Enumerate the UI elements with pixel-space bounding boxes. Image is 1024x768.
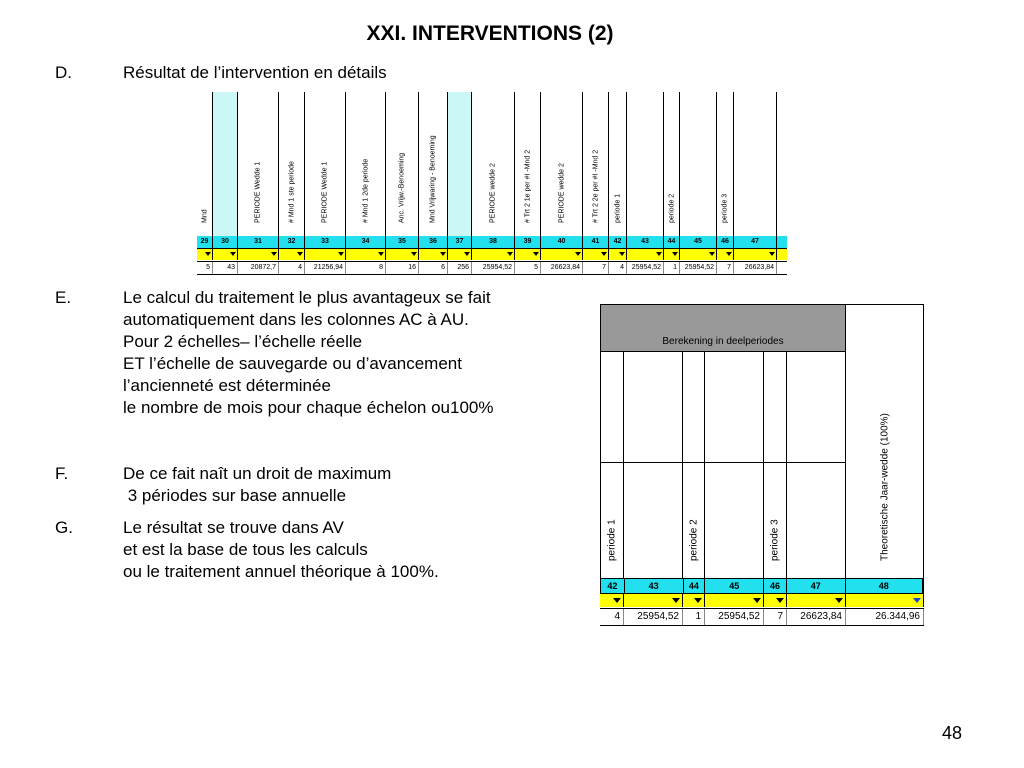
filter-dropdown-icon[interactable]: [419, 249, 448, 260]
sheet2-filter-row: [600, 594, 924, 607]
filter-dropdown-icon[interactable]: [609, 249, 627, 260]
sheet1-colnum: 30: [213, 236, 238, 248]
sheet1-header-29: Mnd: [197, 92, 213, 236]
spreadsheet-excerpt-2: [600, 304, 924, 628]
sheet2-colnum: 44: [684, 579, 706, 593]
sheet1-cell[interactable]: 26623,84: [734, 262, 777, 274]
sheet1-cell[interactable]: 16: [386, 262, 419, 274]
sheet1-colnum: 43: [627, 236, 664, 248]
sheet2-cell[interactable]: 1: [683, 609, 705, 625]
bullet-d-text: Résultat de l’intervention en détails: [123, 63, 387, 82]
sheet2-header-44: periode 2: [683, 352, 705, 578]
sheet2-cell[interactable]: 25954,52: [624, 609, 683, 625]
sheet1-colnum: 41: [583, 236, 609, 248]
sheet1-header-32: # Mnd 1 ste periode: [279, 92, 305, 236]
filter-dropdown-icon[interactable]: [627, 249, 664, 260]
sheet2-colnum: 46: [764, 579, 787, 593]
sheet1-header-45: [680, 92, 717, 236]
sheet1-cell[interactable]: 7: [717, 262, 734, 274]
sheet1-header-34: # Mnd 1 2de periode: [346, 92, 386, 236]
sheet2-cell[interactable]: 25954,52: [705, 609, 764, 625]
filter-dropdown-icon[interactable]: [472, 249, 515, 260]
sheet1-cell[interactable]: 1: [664, 262, 680, 274]
sheet1-colnum: 33: [305, 236, 346, 248]
filter-dropdown-icon[interactable]: [305, 249, 346, 260]
sheet2-colnum: 42: [601, 579, 625, 593]
filter-dropdown-icon[interactable]: [717, 249, 734, 260]
filter-dropdown-icon[interactable]: [705, 594, 764, 607]
sheet2-header-45: [705, 352, 764, 578]
filter-dropdown-icon[interactable]: [764, 594, 787, 607]
spreadsheet-excerpt-1: [197, 92, 787, 274]
sheet2-header-48: Theoretische Jaar-wedde (100%): [846, 352, 924, 578]
sheet2-column-number-row: [600, 578, 924, 594]
sheet1-header-46: periode 3: [717, 92, 734, 236]
sheet2-header-43: [624, 352, 683, 578]
sheet2-colnum: 48: [846, 579, 924, 593]
filter-dropdown-icon[interactable]: [846, 594, 924, 607]
filter-dropdown-icon[interactable]: [515, 249, 541, 260]
filter-dropdown-icon[interactable]: [683, 594, 705, 607]
bullet-d-letter: D.: [55, 63, 72, 82]
sheet1-cell[interactable]: 26623,84: [541, 262, 583, 274]
sheet1-header-37: [448, 92, 472, 236]
sheet1-cell[interactable]: 43: [213, 262, 238, 274]
sheet1-header-39: # Trt 2 1e per #I -Mnd 2: [515, 92, 541, 236]
sheet2-value-row: [600, 608, 924, 626]
bullet-g-text: Le résultat se trouve dans AV et est la base de tous les calculs ou le traitement annuel théorique à 100%.: [123, 518, 439, 581]
sheet2-colnum: 45: [705, 579, 764, 593]
filter-dropdown-icon[interactable]: [583, 249, 609, 260]
bullet-e-letter: E.: [55, 288, 72, 307]
sheet2-header-row: [600, 352, 924, 578]
filter-dropdown-icon[interactable]: [386, 249, 419, 260]
bullet-e-text: Le calcul du traitement le plus avantageux se fait automatiquement dans les colonnes AC à AU. Pour 2 échelles– l’échelle réelle ET l’échelle de sauvegarde ou d’avancement l’ancienneté est déterminée le nombre de mois pour chaque échelon ou100%: [123, 288, 494, 417]
sheet1-colnum: 29: [197, 236, 213, 248]
sheet2-top-right-cell: [846, 304, 924, 352]
sheet1-colnum: 40: [541, 236, 583, 248]
sheet1-header-30: [213, 92, 238, 236]
sheet1-header-47: [734, 92, 777, 236]
group-header-berekening: Berekening in deelperiodes: [600, 304, 846, 352]
bullet-f-text: De ce fait naît un droit de maximum 3 périodes sur base annuelle: [123, 464, 392, 505]
sheet1-cell[interactable]: 20872,7: [238, 262, 279, 274]
filter-dropdown-icon[interactable]: [197, 249, 213, 260]
sheet1-header-43: [627, 92, 664, 236]
sheet1-cell[interactable]: 7: [583, 262, 609, 274]
sheet1-header-42: periode 1: [609, 92, 627, 236]
sheet1-filter-row: [197, 249, 787, 260]
sheet1-header-36: Mnd Vrijwaring - Benoeming: [419, 92, 448, 236]
filter-dropdown-icon[interactable]: [680, 249, 717, 260]
bullet-g-letter: G.: [55, 518, 73, 537]
sheet1-header-31: PERIODE Wedde 1: [238, 92, 279, 236]
sheet1-header-38: PERIODE wedde 2: [472, 92, 515, 236]
sheet1-colnum: 39: [515, 236, 541, 248]
sheet1-colnum: 37: [448, 236, 472, 248]
sheet2-cell[interactable]: 26.344,96: [846, 609, 924, 625]
filter-dropdown-icon[interactable]: [279, 249, 305, 260]
sheet1-header-35: Anc. Vrijw.-Benoeming: [386, 92, 419, 236]
sheet2-cell[interactable]: 26623,84: [787, 609, 846, 625]
sheet1-cell[interactable]: 4: [609, 262, 627, 274]
sheet1-header-40: PERIODE wedde 2: [541, 92, 583, 236]
sheet2-cell[interactable]: 4: [600, 609, 624, 625]
sheet1-cell[interactable]: 4: [279, 262, 305, 274]
sheet1-colnum: 46: [717, 236, 734, 248]
sheet1-cell[interactable]: 25954,52: [680, 262, 717, 274]
sheet1-header-41: # Trt 2 2e per #I -Mnd 2: [583, 92, 609, 236]
filter-dropdown-icon[interactable]: [624, 594, 683, 607]
sheet1-cell[interactable]: 6: [419, 262, 448, 274]
sheet1-cell[interactable]: 8: [346, 262, 386, 274]
sheet1-colnum: 31: [238, 236, 279, 248]
sheet1-colnum: 45: [680, 236, 717, 248]
sheet2-cell[interactable]: 7: [764, 609, 787, 625]
sheet1-colnum: 35: [386, 236, 419, 248]
sheet1-cell[interactable]: 25954,52: [627, 262, 664, 274]
sheet2-header-46: periode 3: [764, 352, 787, 578]
filter-dropdown-icon[interactable]: [448, 249, 472, 260]
sheet1-value-row: [197, 261, 787, 275]
sheet2-header-42: periode 1: [600, 352, 624, 578]
filter-dropdown-icon[interactable]: [541, 249, 583, 260]
bullet-f-letter: F.: [55, 464, 69, 483]
sheet1-colnum: 44: [664, 236, 680, 248]
sheet1-cell[interactable]: 256: [448, 262, 472, 274]
sheet2-header-47: [787, 352, 846, 578]
sheet1-colnum: 36: [419, 236, 448, 248]
sheet2-colnum: 47: [787, 579, 846, 593]
sheet1-cell[interactable]: 25954,52: [472, 262, 515, 274]
filter-dropdown-icon[interactable]: [213, 249, 238, 260]
sheet1-header-row: [197, 92, 787, 237]
sheet1-cell[interactable]: 5: [197, 262, 213, 274]
sheet1-header-44: periode 2: [664, 92, 680, 236]
sheet2-colnum: 43: [625, 579, 684, 593]
sheet1-colnum: 47: [734, 236, 777, 248]
sheet1-colnum: 38: [472, 236, 515, 248]
filter-dropdown-icon[interactable]: [734, 249, 777, 260]
filter-dropdown-icon[interactable]: [346, 249, 386, 260]
sheet1-colnum: 42: [609, 236, 627, 248]
sheet1-cell[interactable]: 21256,94: [305, 262, 346, 274]
sheet1-colnum: 32: [279, 236, 305, 248]
page-number: 48: [941, 723, 962, 743]
sheet1-column-number-row: [197, 236, 787, 249]
filter-dropdown-icon[interactable]: [787, 594, 846, 607]
sheet1-colnum: 34: [346, 236, 386, 248]
slide-title: XXI. INTERVENTIONS (2): [366, 22, 614, 45]
filter-dropdown-icon[interactable]: [238, 249, 279, 260]
sheet1-cell[interactable]: 5: [515, 262, 541, 274]
sheet1-header-33: PERIODE Wedde 1: [305, 92, 346, 236]
filter-dropdown-icon[interactable]: [600, 594, 624, 607]
filter-dropdown-icon[interactable]: [664, 249, 680, 260]
